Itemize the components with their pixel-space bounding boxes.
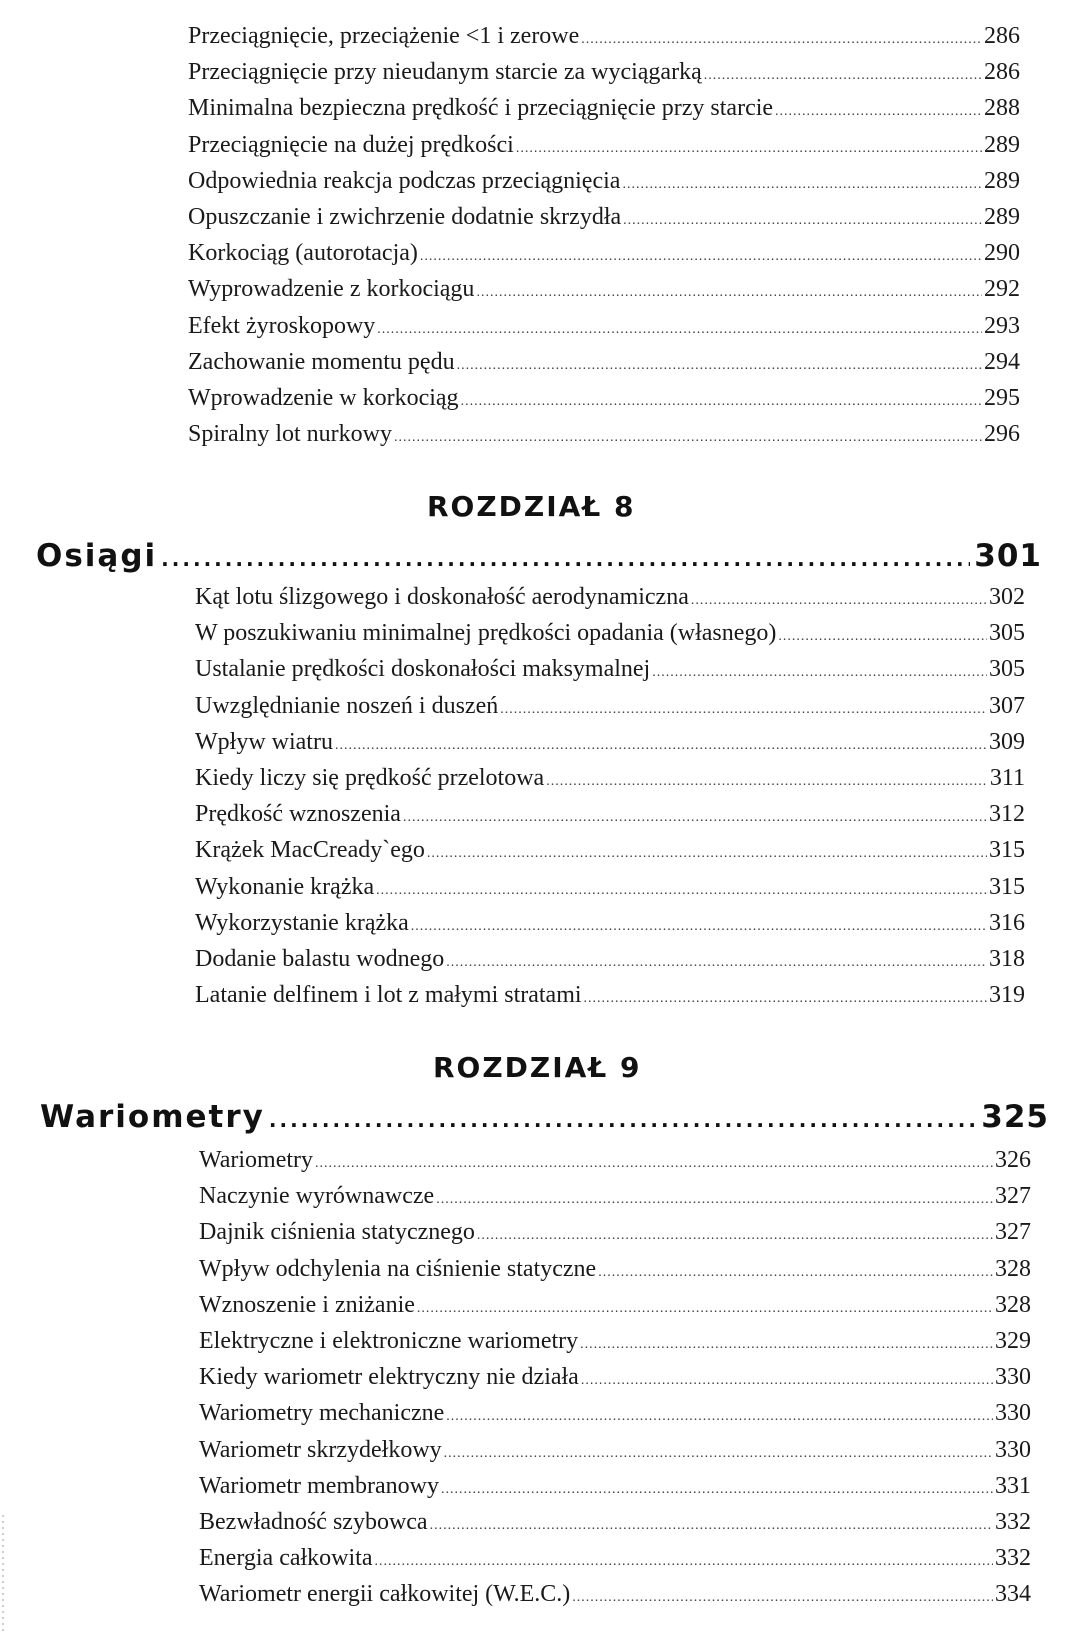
dot-leader <box>572 1580 993 1616</box>
toc-entry-title: Prędkość wznoszenia <box>195 801 401 828</box>
toc-entry-page: 315 <box>989 873 1025 900</box>
dot-leader <box>444 1436 993 1472</box>
toc-entry <box>188 163 1020 199</box>
chapter-9-label: ROZDZIAŁ 9 <box>433 1051 642 1084</box>
dot-leader <box>446 1399 993 1435</box>
toc-entry-title: Bezwładność szybowca <box>199 1508 428 1535</box>
dot-leader <box>598 1255 993 1291</box>
dot-leader <box>376 873 987 909</box>
toc-entry <box>199 1432 1031 1468</box>
toc-entry <box>199 1178 1031 1214</box>
toc-section-chapter-9 <box>199 1142 1031 1612</box>
toc-entry <box>199 1323 1031 1359</box>
toc-entry-page: 286 <box>984 59 1020 86</box>
dot-leader <box>476 275 982 311</box>
toc-entry <box>195 977 1025 1013</box>
toc-entry <box>199 1540 1031 1576</box>
toc-entry-page: 289 <box>984 131 1020 158</box>
toc-entry-page: 295 <box>984 384 1020 411</box>
toc-section-chapter-8 <box>195 579 1025 1013</box>
toc-entry-title: Przeciągnięcie na dużej prędkości <box>188 131 514 158</box>
toc-entry-title: Wykonanie krążka <box>195 873 375 900</box>
dot-leader <box>161 537 970 581</box>
toc-entry-title: Spiralny lot nurkowy <box>188 421 392 448</box>
toc-entry <box>195 869 1025 905</box>
toc-entry-title: Zachowanie momentu pędu <box>188 348 455 375</box>
dot-leader <box>584 981 987 1017</box>
dot-leader <box>457 348 982 384</box>
dot-leader <box>335 728 987 764</box>
toc-entry-page: 334 <box>995 1581 1031 1608</box>
toc-entry <box>188 235 1020 271</box>
toc-entry-page: 328 <box>995 1291 1031 1318</box>
toc-entry-page: 315 <box>989 837 1025 864</box>
toc-entry <box>188 344 1020 380</box>
toc-entry-title: Wznoszenie i zniżanie <box>199 1291 415 1318</box>
toc-entry-title: Odpowiednia reakcja podczas przeciągnięcia <box>188 167 621 194</box>
chapter-8-title-row <box>36 534 1042 578</box>
chapter-9-page: 325 <box>981 1099 1049 1135</box>
toc-entry-title: Energia całkowita <box>199 1545 373 1572</box>
toc-entry-page: 288 <box>984 95 1020 122</box>
toc-entry-title: Wariometr energii całkowitej (W.E.C.) <box>199 1581 571 1608</box>
scan-edge-mark <box>2 1515 4 1635</box>
toc-entry-title: Efekt żyroskopowy <box>188 312 376 339</box>
toc-entry <box>199 1359 1031 1395</box>
toc-entry <box>188 127 1020 163</box>
toc-entry-page: 305 <box>989 656 1025 683</box>
toc-entry <box>195 941 1025 977</box>
dot-leader <box>580 1327 993 1363</box>
toc-entry-title: Wariometr skrzydełkowy <box>199 1436 442 1463</box>
dot-leader <box>436 1182 993 1218</box>
toc-entry-title: Krążek MacCready`ego <box>195 837 425 864</box>
toc-entry <box>188 308 1020 344</box>
toc-entry-title: Uwzględnianie noszeń i duszeń <box>195 692 499 719</box>
dot-leader <box>775 94 982 130</box>
chapter-9-title: Wariometry <box>40 1099 265 1135</box>
toc-entry-page: 296 <box>984 421 1020 448</box>
dot-leader <box>652 655 987 691</box>
dot-leader <box>269 1098 977 1142</box>
toc-entry <box>188 18 1020 54</box>
dot-leader <box>377 312 982 348</box>
toc-entry <box>199 1214 1031 1250</box>
toc-entry <box>195 651 1025 687</box>
toc-entry-page: 327 <box>995 1219 1031 1246</box>
toc-entry <box>199 1251 1031 1287</box>
toc-entry-page: 316 <box>989 909 1025 936</box>
toc-entry-page: 286 <box>984 23 1020 49</box>
toc-entry-page: 329 <box>995 1327 1031 1354</box>
dot-leader <box>374 1544 993 1580</box>
dot-leader <box>704 58 982 94</box>
chapter-8-page: 301 <box>974 538 1042 574</box>
toc-entry-page: 302 <box>989 584 1025 610</box>
toc-entry-title: Latanie delfinem i lot z małymi stratami <box>195 982 582 1009</box>
toc-entry-page: 305 <box>989 620 1025 647</box>
toc-entry-title: Wariometr membranowy <box>199 1472 439 1499</box>
toc-entry-title: Dajnik ciśnienia statycznego <box>199 1219 475 1246</box>
toc-entry <box>199 1576 1031 1612</box>
toc-entry <box>195 796 1025 832</box>
toc-entry <box>188 416 1020 452</box>
toc-entry-page: 289 <box>984 167 1020 194</box>
dot-leader <box>420 239 982 275</box>
toc-entry-page: 319 <box>989 982 1025 1009</box>
toc-entry-page: 312 <box>989 801 1025 828</box>
toc-entry <box>199 1395 1031 1431</box>
dot-leader <box>581 22 982 58</box>
toc-entry-title: Wariometry mechaniczne <box>199 1400 445 1427</box>
dot-leader <box>446 945 987 981</box>
toc-entry-title: Kąt lotu ślizgowego i doskonałość aerodynamiczna <box>195 584 689 610</box>
dot-leader <box>477 1218 993 1254</box>
toc-entry-page: 326 <box>995 1147 1031 1173</box>
toc-entry-title: Wyprowadzenie z korkociągu <box>188 276 475 303</box>
toc-section-top <box>188 18 1020 452</box>
toc-entry-title: Kiedy liczy się prędkość przelotowa <box>195 764 545 791</box>
toc-entry <box>195 615 1025 651</box>
toc-entry-page: 309 <box>989 728 1025 755</box>
dot-leader <box>516 131 982 167</box>
toc-entry <box>195 905 1025 941</box>
toc-entry-title: Ustalanie prędkości doskonałości maksymalnej <box>195 656 651 683</box>
dot-leader <box>623 203 982 239</box>
toc-entry-page: 330 <box>995 1436 1031 1463</box>
toc-entry-title: Wykorzystanie krążka <box>195 909 409 936</box>
dot-leader <box>394 420 982 456</box>
dot-leader <box>581 1363 993 1399</box>
toc-entry <box>199 1142 1031 1178</box>
dot-leader <box>411 909 987 945</box>
toc-entry-page: 328 <box>995 1255 1031 1282</box>
dot-leader <box>441 1472 993 1508</box>
dot-leader <box>430 1508 993 1544</box>
dot-leader <box>417 1291 993 1327</box>
chapter-8-title: Osiągi <box>36 538 158 574</box>
dot-leader <box>500 692 987 728</box>
dot-leader <box>461 384 982 420</box>
toc-entry-page: 293 <box>984 312 1020 339</box>
toc-entry <box>199 1468 1031 1504</box>
toc-entry-page: 332 <box>995 1545 1031 1572</box>
toc-entry-title: Przeciągnięcie, przeciążenie <1 i zerowe <box>188 23 580 49</box>
toc-entry-page: 330 <box>995 1400 1031 1427</box>
toc-entry-title: Minimalna bezpieczna prędkość i przeciągnięcie przy starcie <box>188 95 774 122</box>
toc-entry-page: 311 <box>989 764 1025 791</box>
toc-entry-title: Opuszczanie i zwichrzenie dodatnie skrzydła <box>188 203 622 230</box>
toc-entry-title: Wpływ odchylenia na ciśnienie statyczne <box>199 1255 597 1282</box>
toc-entry <box>199 1504 1031 1540</box>
dot-leader <box>778 619 987 655</box>
toc-entry <box>195 579 1025 615</box>
toc-entry-title: Elektryczne i elektroniczne wariometry <box>199 1327 579 1354</box>
toc-entry-title: Wpływ wiatru <box>195 728 333 755</box>
toc-entry <box>195 832 1025 868</box>
toc-entry-title: Dodanie balastu wodnego <box>195 945 445 972</box>
toc-entry <box>195 724 1025 760</box>
toc-entry-page: 307 <box>989 692 1025 719</box>
chapter-9-title-row <box>40 1095 1049 1139</box>
toc-entry-page: 292 <box>984 276 1020 303</box>
toc-entry-title: Przeciągnięcie przy nieudanym starcie za wyciągarką <box>188 59 702 86</box>
toc-entry <box>188 90 1020 126</box>
toc-entry <box>195 760 1025 796</box>
toc-entry-title: Naczynie wyrównawcze <box>199 1183 435 1210</box>
toc-entry-title: Wprowadzenie w korkociąg <box>188 384 459 411</box>
toc-entry <box>188 271 1020 307</box>
toc-entry-title: Kiedy wariometr elektryczny nie działa <box>199 1364 579 1391</box>
toc-entry <box>188 54 1020 90</box>
toc-entry-page: 332 <box>995 1508 1031 1535</box>
toc-entry-page: 330 <box>995 1364 1031 1391</box>
dot-leader <box>622 167 982 203</box>
toc-entry-title: Wariometry <box>199 1147 314 1173</box>
dot-leader <box>546 764 988 800</box>
toc-entry <box>188 199 1020 235</box>
chapter-8-label: ROZDZIAŁ 8 <box>427 490 636 523</box>
toc-entry-page: 331 <box>995 1472 1031 1499</box>
toc-entry-title: Korkociąg (autorotacja) <box>188 240 418 267</box>
toc-entry-page: 318 <box>989 945 1025 972</box>
toc-entry-page: 289 <box>984 203 1020 230</box>
toc-entry-page: 290 <box>984 240 1020 267</box>
toc-entry-page: 294 <box>984 348 1020 375</box>
toc-entry <box>199 1287 1031 1323</box>
toc-entry-title: W poszukiwaniu minimalnej prędkości opadania (własnego) <box>195 620 777 647</box>
dot-leader <box>427 836 987 872</box>
toc-entry <box>188 380 1020 416</box>
toc-entry-page: 327 <box>995 1183 1031 1210</box>
dot-leader <box>403 800 987 836</box>
dot-leader <box>691 583 987 619</box>
dot-leader <box>315 1146 993 1182</box>
toc-entry <box>195 688 1025 724</box>
